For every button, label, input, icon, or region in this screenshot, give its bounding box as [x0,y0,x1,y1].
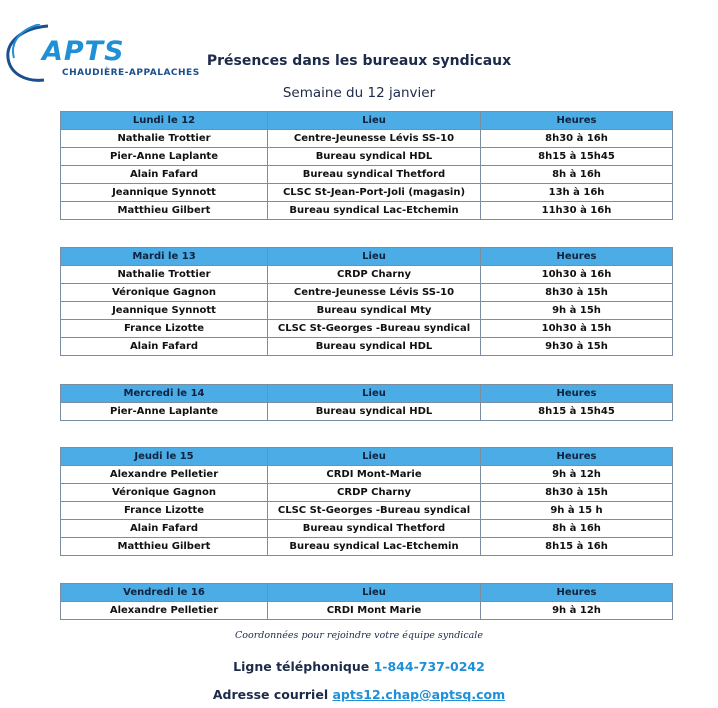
person-name: France Lizotte [61,502,268,520]
schedule-table-wednesday [60,384,673,421]
location: Bureau syndical Mty [268,302,481,320]
table-row [61,166,673,184]
person-name: Alain Fafard [61,520,268,538]
table-header-row [61,584,673,602]
table-row [61,403,673,421]
email-line [0,687,718,702]
heures-header: Heures [481,112,673,130]
lieu-header: Lieu [268,448,481,466]
schedule-table-friday [60,583,673,620]
schedule-table-tuesday [60,247,673,356]
hours: 8h15 à 15h45 [481,403,673,421]
hours: 9h30 à 15h [481,338,673,356]
person-name: Jeannique Synnott [61,184,268,202]
schedule-table-thursday [60,447,673,556]
hours: 8h à 16h [481,520,673,538]
heures-header: Heures [481,248,673,266]
table-header-row [61,385,673,403]
location: Centre-Jeunesse Lévis SS-10 [268,284,481,302]
heures-header: Heures [481,584,673,602]
person-name: Alain Fafard [61,166,268,184]
location: Bureau syndical Thetford [268,166,481,184]
hours: 8h15 à 15h45 [481,148,673,166]
table-row [61,202,673,220]
location: CLSC St-Georges -Bureau syndical [268,502,481,520]
day-header: Lundi le 12 [61,112,268,130]
location: CRDI Mont-Marie [268,466,481,484]
phone-number-link[interactable]: 1-844-737-0242 [373,659,485,674]
location: Bureau syndical HDL [268,338,481,356]
lieu-header: Lieu [268,584,481,602]
table-row [61,520,673,538]
page-title: Présences dans les bureaux syndicaux [206,53,512,69]
hours: 8h30 à 16h [481,130,673,148]
location: CRDP Charny [268,266,481,284]
location: CLSC St-Jean-Port-Joli (magasin) [268,184,481,202]
table-row [61,602,673,620]
location: Centre-Jeunesse Lévis SS-10 [268,130,481,148]
table-header-row [61,448,673,466]
table-row [61,148,673,166]
table-header-row [61,248,673,266]
table-row [61,466,673,484]
person-name: Alain Fafard [61,338,268,356]
person-name: Matthieu Gilbert [61,538,268,556]
lieu-header: Lieu [268,248,481,266]
day-header: Mardi le 13 [61,248,268,266]
person-name: Nathalie Trottier [61,130,268,148]
hours: 13h à 16h [481,184,673,202]
phone-label: Ligne téléphonique [233,659,370,674]
table-row [61,502,673,520]
contact-note: Coordonnées pour rejoindre votre équipe syndicale [235,630,483,641]
lieu-header: Lieu [268,385,481,403]
hours: 10h30 à 15h [481,320,673,338]
email-address-link[interactable]: apts12.chap@aptsq.com [332,687,506,702]
hours: 8h15 à 16h [481,538,673,556]
table-row [61,284,673,302]
table-row [61,538,673,556]
person-name: Alexandre Pelletier [61,466,268,484]
hours: 8h30 à 15h [481,484,673,502]
hours: 9h à 15 h [481,502,673,520]
person-name: Alexandre Pelletier [61,602,268,620]
location: CLSC St-Georges -Bureau syndical [268,320,481,338]
schedule-table-monday [60,111,673,220]
hours: 9h à 12h [481,466,673,484]
table-header-row [61,112,673,130]
table-row [61,184,673,202]
hours: 9h à 15h [481,302,673,320]
location: Bureau syndical Lac-Etchemin [268,538,481,556]
phone-line [0,659,718,674]
hours: 8h à 16h [481,166,673,184]
person-name: Nathalie Trottier [61,266,268,284]
table-row [61,266,673,284]
heures-header: Heures [481,448,673,466]
table-row [61,130,673,148]
page-subtitle: Semaine du 12 janvier [282,85,436,101]
hours: 8h30 à 15h [481,284,673,302]
day-header: Vendredi le 16 [61,584,268,602]
location: Bureau syndical Thetford [268,520,481,538]
person-name: Jeannique Synnott [61,302,268,320]
person-name: Véronique Gagnon [61,484,268,502]
table-row [61,302,673,320]
table-row [61,484,673,502]
location: CRDP Charny [268,484,481,502]
hours: 9h à 12h [481,602,673,620]
email-label: Adresse courriel [212,687,329,702]
location: Bureau syndical HDL [268,148,481,166]
person-name: France Lizotte [61,320,268,338]
location: Bureau syndical HDL [268,403,481,421]
table-row [61,320,673,338]
location: CRDI Mont Marie [268,602,481,620]
hours: 10h30 à 16h [481,266,673,284]
person-name: Pier-Anne Laplante [61,403,268,421]
person-name: Matthieu Gilbert [61,202,268,220]
day-header: Mercredi le 14 [61,385,268,403]
logo-name: APTS [42,36,125,67]
table-row [61,338,673,356]
person-name: Pier-Anne Laplante [61,148,268,166]
location: Bureau syndical Lac-Etchemin [268,202,481,220]
lieu-header: Lieu [268,112,481,130]
person-name: Véronique Gagnon [61,284,268,302]
day-header: Jeudi le 15 [61,448,268,466]
heures-header: Heures [481,385,673,403]
logo-region: CHAUDIÈRE-APPALACHES [62,68,200,78]
hours: 11h30 à 16h [481,202,673,220]
